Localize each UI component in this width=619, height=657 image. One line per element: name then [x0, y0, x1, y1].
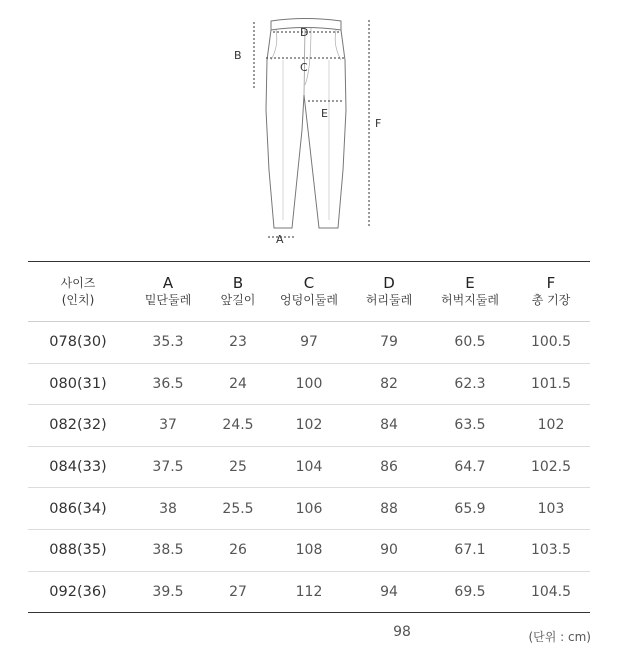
value-cell: 24 [208, 363, 268, 405]
value-cell: 38.5 [128, 529, 208, 571]
header-col-d: D 허리둘레 [350, 262, 428, 322]
diagram-label-e: E [321, 107, 328, 120]
header-col-a: A 밑단둘레 [128, 262, 208, 322]
diagram-label-c: C [300, 61, 308, 74]
header-size: 사이즈 (인치) [28, 262, 128, 322]
value-cell: 100.5 [512, 322, 590, 364]
size-cell: 082(32) [28, 405, 128, 447]
unit-note: (단위 : cm) [528, 630, 591, 644]
value-cell: 64.7 [428, 446, 512, 488]
value-cell: 94 [350, 571, 428, 613]
value-cell: 63.5 [428, 405, 512, 447]
value-cell: 36.5 [128, 363, 208, 405]
value-cell: 65.9 [428, 488, 512, 530]
diagram-label-f: F [375, 117, 382, 130]
size-table-header [28, 262, 590, 322]
value-cell: 25 [208, 446, 268, 488]
value-cell: 23 [208, 322, 268, 364]
value-cell: 102 [512, 405, 590, 447]
value-cell: 102 [268, 405, 350, 447]
value-cell: 79 [350, 322, 428, 364]
value-cell: 100 [268, 363, 350, 405]
value-cell: 24.5 [208, 405, 268, 447]
table-row [28, 446, 590, 488]
table-row [28, 363, 590, 405]
value-cell: 103 [512, 488, 590, 530]
size-cell: 080(31) [28, 363, 128, 405]
value-cell: 102.5 [512, 446, 590, 488]
table-row [28, 405, 590, 447]
value-cell: 25.5 [208, 488, 268, 530]
value-cell: 39.5 [128, 571, 208, 613]
value-cell: 86 [350, 446, 428, 488]
value-cell: 103.5 [512, 529, 590, 571]
overflow-value: 98 [393, 624, 411, 640]
value-cell: 62.3 [428, 363, 512, 405]
size-cell: 078(30) [28, 322, 128, 364]
table-row [28, 488, 590, 530]
table-row [28, 529, 590, 571]
header-col-f: F 총 기장 [512, 262, 590, 322]
size-cell: 092(36) [28, 571, 128, 613]
value-cell: 97 [268, 322, 350, 364]
diagram-label-a: A [276, 233, 284, 246]
pants-diagram [0, 0, 619, 258]
value-cell: 106 [268, 488, 350, 530]
diagram-label-d: D [300, 26, 309, 39]
size-cell: 088(35) [28, 529, 128, 571]
header-col-e: E 허벅지둘레 [428, 262, 512, 322]
value-cell: 37.5 [128, 446, 208, 488]
header-col-c: C 엉덩이둘레 [268, 262, 350, 322]
table-row [28, 322, 590, 364]
value-cell: 60.5 [428, 322, 512, 364]
value-cell: 101.5 [512, 363, 590, 405]
size-table [28, 261, 590, 613]
value-cell: 104 [268, 446, 350, 488]
size-cell: 084(33) [28, 446, 128, 488]
size-cell: 086(34) [28, 488, 128, 530]
value-cell: 38 [128, 488, 208, 530]
value-cell: 90 [350, 529, 428, 571]
value-cell: 108 [268, 529, 350, 571]
value-cell: 84 [350, 405, 428, 447]
table-row [28, 571, 590, 613]
pants-illustration [0, 0, 619, 258]
size-table-body [28, 322, 590, 613]
diagram-label-b: B [234, 49, 242, 62]
value-cell: 26 [208, 529, 268, 571]
value-cell: 35.3 [128, 322, 208, 364]
value-cell: 67.1 [428, 529, 512, 571]
value-cell: 104.5 [512, 571, 590, 613]
value-cell: 82 [350, 363, 428, 405]
value-cell: 27 [208, 571, 268, 613]
value-cell: 69.5 [428, 571, 512, 613]
value-cell: 112 [268, 571, 350, 613]
value-cell: 37 [128, 405, 208, 447]
value-cell: 88 [350, 488, 428, 530]
header-col-b: B 앞길이 [208, 262, 268, 322]
